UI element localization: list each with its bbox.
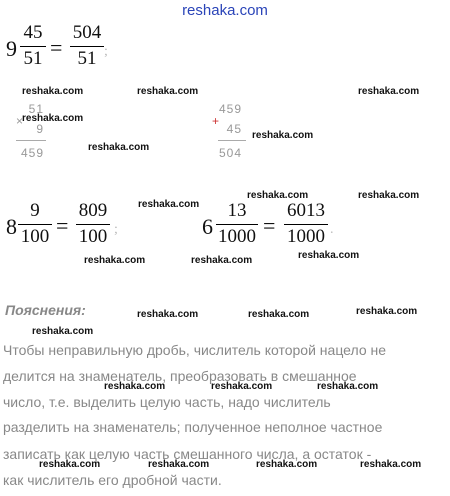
- ex3-result-fraction: [284, 200, 328, 248]
- add-result: 504: [218, 146, 242, 160]
- explanation-line: Чтобы неправильную дробь, числитель которой нацело не: [3, 342, 387, 358]
- column-line: [16, 140, 46, 141]
- watermark-label: reshaka.com: [358, 190, 420, 201]
- add-top: 459: [218, 102, 242, 116]
- mult-top: 51: [28, 102, 44, 116]
- watermark-label: reshaka.com: [138, 199, 200, 210]
- watermark-label: reshaka.com: [148, 459, 210, 470]
- watermark-label: reshaka.com: [88, 142, 150, 153]
- watermark-label: reshaka.com: [360, 459, 422, 470]
- plus-sign: +: [212, 114, 221, 128]
- ex2-denominator: 100: [20, 226, 50, 247]
- ex1-result-fraction: [70, 22, 104, 70]
- explanation-line: делится на знаменатель, преобразовать в смешанное: [3, 368, 357, 384]
- watermark-label: reshaka.com: [191, 255, 253, 266]
- ex3-fraction: [216, 200, 258, 248]
- ex2-result-denominator: 100: [78, 226, 108, 247]
- site-watermark-header: reshaka.com: [182, 2, 268, 19]
- ex3-result-numerator: 6013: [287, 200, 325, 221]
- watermark-label: reshaka.com: [211, 381, 273, 392]
- watermark-label: reshaka.com: [256, 459, 318, 470]
- addition-column: [212, 102, 252, 164]
- ex3-denominator: 1000: [218, 226, 256, 247]
- fraction-bar: [76, 224, 110, 225]
- watermark-label: reshaka.com: [358, 86, 420, 97]
- watermark-label: reshaka.com: [39, 459, 101, 470]
- explanation-line: число, т.е. выделить целую часть, надо числитель: [3, 394, 331, 410]
- watermark-label: reshaka.com: [32, 326, 94, 337]
- explanation-line: как числитель его дробной части.: [3, 472, 222, 488]
- watermark-label: reshaka.com: [137, 86, 199, 97]
- ex3-whole: 6: [202, 214, 213, 239]
- multiply-sign: ×: [16, 114, 25, 128]
- ex1-fraction: [20, 22, 46, 70]
- watermark-label: reshaka.com: [104, 381, 166, 392]
- mult-bottom: 9: [36, 122, 44, 136]
- ex2-result-numerator: 809: [78, 200, 108, 221]
- ex1-equals: =: [50, 35, 63, 60]
- multiplication-column: [14, 102, 54, 164]
- watermark-label: reshaka.com: [84, 255, 146, 266]
- ex3-separator: .: [330, 222, 334, 237]
- watermark-label: reshaka.com: [298, 250, 360, 261]
- explanation-line: разделить на знаменатель; полученное неполное частное: [3, 419, 383, 435]
- watermark-label: reshaka.com: [252, 130, 314, 141]
- watermark-label: reshaka.com: [356, 306, 418, 317]
- ex3-equals: =: [263, 213, 276, 238]
- ex2-numerator: 9: [30, 200, 40, 221]
- ex1-result-numerator: 504: [72, 22, 102, 43]
- fraction-bar: [20, 46, 46, 47]
- watermark-label: reshaka.com: [247, 190, 309, 201]
- ex3-result-denominator: 1000: [287, 226, 325, 247]
- ex2-result-fraction: [76, 200, 110, 248]
- watermark-label: reshaka.com: [22, 113, 84, 124]
- add-bottom: 45: [226, 122, 242, 136]
- explanation-line: записать как целую часть смешанного числа, а остаток -: [3, 446, 372, 462]
- ex2-equals: =: [56, 213, 69, 238]
- watermark-label: reshaka.com: [22, 86, 84, 97]
- ex2-separator: ;: [114, 222, 118, 237]
- ex1-result-denominator: 51: [77, 48, 97, 69]
- ex1-whole: 9: [6, 36, 17, 61]
- column-line: [218, 140, 246, 141]
- fraction-bar: [70, 46, 104, 47]
- mult-result: 459: [20, 146, 44, 160]
- ex1-separator: ;: [104, 44, 108, 59]
- fraction-bar: [18, 224, 52, 225]
- watermark-label: reshaka.com: [317, 381, 379, 392]
- watermark-label: reshaka.com: [248, 309, 310, 320]
- fraction-bar: [284, 224, 328, 225]
- explanation-heading: Пояснения:: [5, 302, 86, 318]
- fraction-bar: [216, 224, 258, 225]
- ex1-numerator: 45: [23, 22, 43, 43]
- ex2-whole: 8: [6, 214, 17, 239]
- ex2-fraction: [18, 200, 52, 248]
- ex1-denominator: 51: [23, 48, 43, 69]
- watermark-label: reshaka.com: [137, 309, 199, 320]
- ex3-numerator: 13: [227, 200, 247, 221]
